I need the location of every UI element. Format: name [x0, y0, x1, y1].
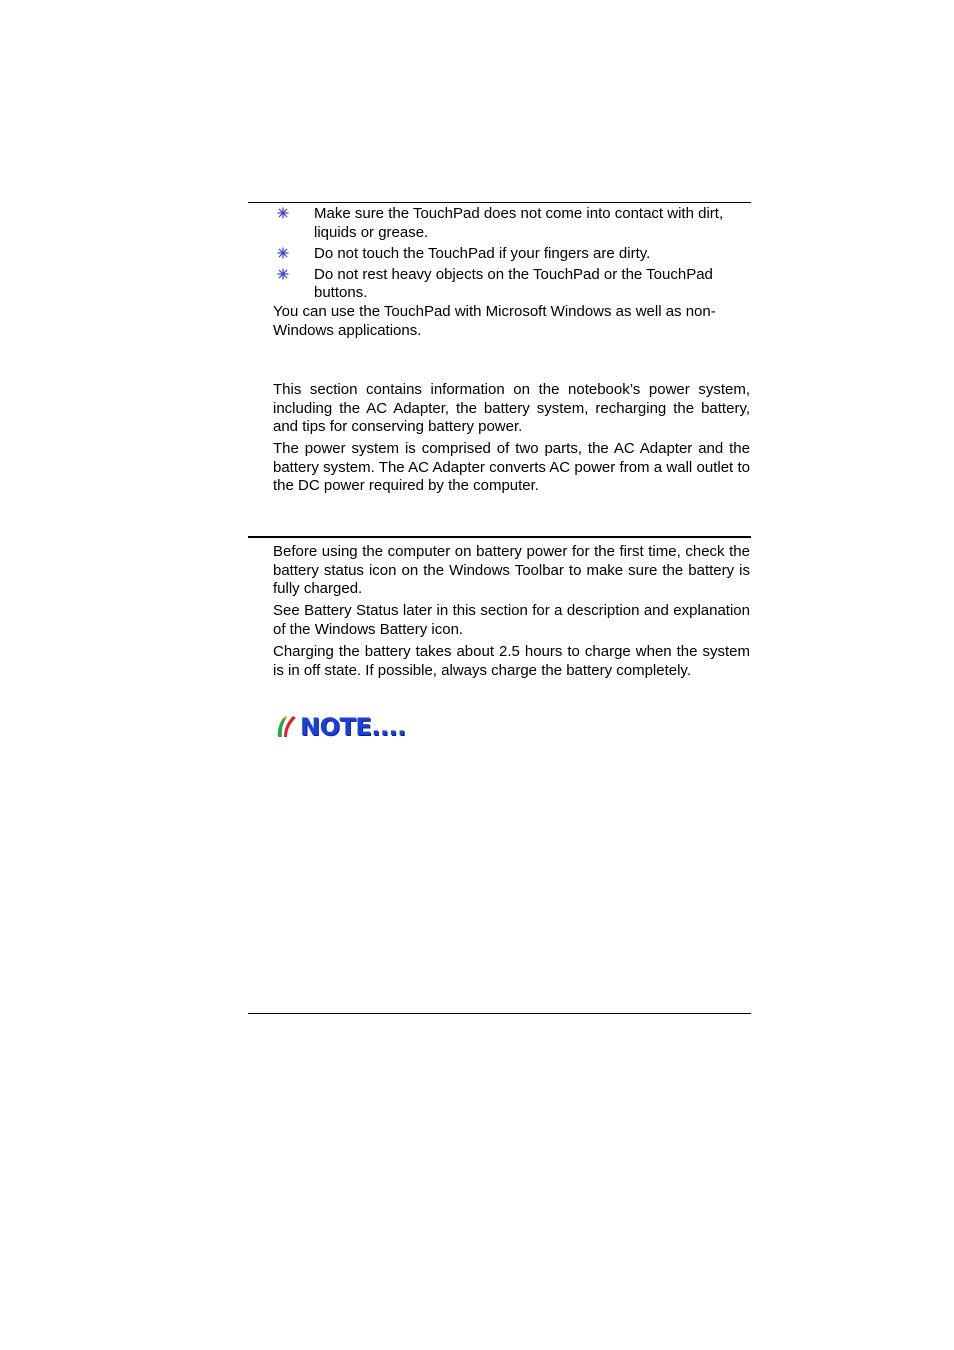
battery-status-paragraph: See Battery Status later in this section for a description and explanation of the Windows Battery icon. [273, 602, 750, 638]
list-item-text: Make sure the TouchPad does not come into contact with dirt, liquids or grease. [314, 205, 724, 241]
snowflake-icon [277, 247, 289, 259]
list-item [273, 245, 754, 264]
list-item [273, 266, 754, 303]
snowflake-icon [277, 268, 289, 280]
battery-check-paragraph: Before using the computer on battery power for the first time, check the battery status icon on the Windows Toolbar to make sure the battery is fully charged. [273, 543, 750, 598]
note-label: NOTE.... [300, 713, 406, 741]
snowflake-icon [277, 207, 289, 219]
top-divider [248, 202, 751, 203]
list-item-text: Do not rest heavy objects on the TouchPad or the TouchPad buttons. [314, 265, 713, 301]
section-divider [248, 536, 751, 538]
list-item-text: Do not touch the TouchPad if your fingers are dirty. [314, 244, 651, 262]
power-system-paragraph: The power system is comprised of two parts, the AC Adapter and the battery system. The AC Adapter converts AC power from a wall outlet to the DC power required by the computer. [273, 440, 750, 495]
touchpad-precautions-list [273, 205, 754, 305]
touchpad-compatibility-paragraph: You can use the TouchPad with Microsoft Windows as well as non-Windows applications. [273, 303, 716, 339]
list-item [273, 205, 754, 242]
bottom-divider [248, 1013, 751, 1014]
battery-charging-paragraph: Charging the battery takes about 2.5 hours to charge when the system is in off state. If possible, always charge the battery completely. [273, 643, 750, 679]
power-intro-paragraph: This section contains information on the notebook’s power system, including the AC Adapter, the battery system, recharging the battery, and tips for conserving battery power. [273, 381, 750, 436]
